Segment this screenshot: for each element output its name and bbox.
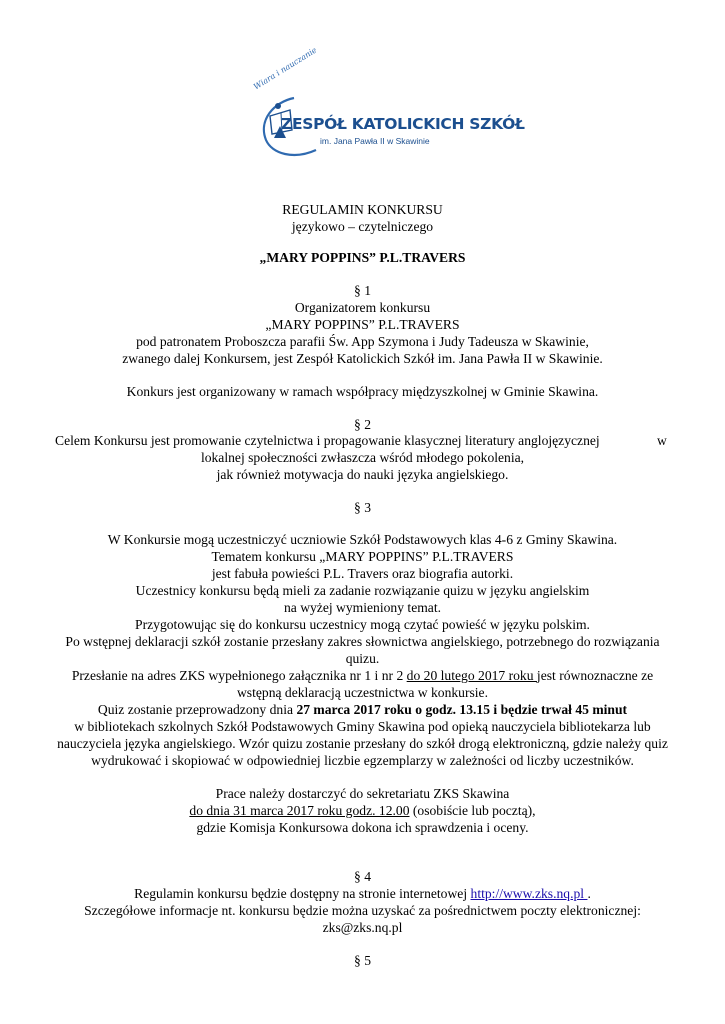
submission-deadline: do dnia 31 marca 2017 roku godz. 12.00 — [189, 803, 410, 818]
s2-line-2: lokalnej społeczności zwłaszcza wśród młodego pokolenia, — [200, 450, 525, 465]
deadline-declaration: do 20 lutego 2017 roku — [406, 668, 537, 683]
s4-line-1 — [30, 885, 695, 902]
s3-line-6: Przygotowując się do konkursu uczestnicy mogą czytać powieść w języku polskim. — [135, 617, 590, 632]
s1-line-3: pod patronatem Proboszcza parafii Św. App Szymona i Judy Tadeusza w Skawinie, — [136, 334, 589, 349]
section-5-mark: § 5 — [354, 953, 371, 968]
s2-line-1-text: Celem Konkursu jest promowanie czytelnictwa i propagowanie klasycznej literatury anglojęzycznej — [55, 433, 600, 448]
document-subtitle: językowo – czytelniczego — [291, 219, 434, 234]
document-title: REGULAMIN KONKURSU — [282, 202, 443, 217]
s2-line-3: jak również motywacja do nauki języka angielskiego. — [216, 467, 509, 482]
s1-line-5: Konkurs jest organizowany w ramach współpracy międzyszkolnej w Gminie Skawina. — [126, 384, 599, 399]
quiz-date: 27 marca 2017 roku o godz. 13.15 i będzie trwał 45 minut — [296, 702, 628, 717]
s3-line-2: Tematem konkursu „MARY POPPINS” P.L.TRAVERS — [211, 549, 514, 564]
s3-line-11-pre: Quiz zostanie przeprowadzony dnia — [97, 702, 297, 717]
s4-line-1-post: . — [587, 886, 591, 901]
s2-line-1 — [55, 432, 720, 449]
contest-name: „MARY POPPINS” P.L.TRAVERS — [259, 250, 466, 265]
logo-subtitle: im. Jana Pawła II w Skawinie — [320, 136, 430, 146]
s2-line-1-tail: w — [657, 433, 667, 448]
s3-line-17: gdzie Komisja Konkursowa dokona ich sprawdzenia i oceny. — [196, 820, 529, 835]
logo-tagline: Wiara i nauczanie — [252, 45, 319, 92]
s1-line-4: zwanego dalej Konkursem, jest Zespół Katolickich Szkół im. Jana Pawła II w Skawinie. — [122, 351, 603, 366]
section-2-mark: § 2 — [354, 417, 371, 432]
s1-line-1: Organizatorem konkursu — [294, 300, 431, 315]
s3-line-9 — [30, 667, 695, 684]
s3-line-16-post: (osobiście lub pocztą), — [409, 803, 536, 818]
s3-line-14: wydrukować i skopiować w odpowiedniej liczbie egzemplarzy w zależności od liczby uczestników. — [91, 753, 634, 768]
section-4-mark: § 4 — [354, 869, 371, 884]
website-link[interactable]: http://www.zks.nq.pl — [470, 886, 588, 901]
s4-line-2: Szczegółowe informacje nt. konkursu będzie można uzyskać za pośrednictwem poczty elektronicznej: — [84, 903, 641, 918]
s1-line-2: „MARY POPPINS” P.L.TRAVERS — [265, 317, 460, 332]
section-1-mark: § 1 — [354, 283, 371, 298]
s3-line-16 — [30, 802, 695, 819]
s3-line-11 — [30, 701, 695, 718]
s3-line-13: nauczyciela języka angielskiego. Wzór quizu zostanie przesłany do szkół drogą elektroniczną, gdzie należy quiz — [57, 736, 668, 751]
s3-line-1: W Konkursie mogą uczestniczyć uczniowie Szkół Podstawowych klas 4-6 z Gminy Skawina. — [107, 532, 618, 547]
s3-line-9-post: jest równoznaczne ze — [536, 668, 654, 683]
s3-line-10: wstępną deklaracją uczestnictwa w konkursie. — [236, 685, 488, 700]
logo-title: ZESPÓŁ KATOLICKICH SZKÓŁ — [281, 115, 525, 133]
s3-line-5: na wyżej wymieniony temat. — [283, 600, 442, 615]
s3-line-15: Prace należy dostarczyć do sekretariatu ZKS Skawina — [215, 786, 510, 801]
s3-line-7: Po wstępnej deklaracji szkół zostanie przesłany zakres słownictwa angielskiego, potrzebnego do rozwiązania — [65, 634, 660, 649]
s3-line-8: quizu. — [345, 651, 380, 666]
s3-line-9-pre: Przesłanie na adres ZKS wypełnionego załącznika nr 1 i nr 2 — [71, 668, 407, 683]
contact-email: zks@zks.nq.pl — [322, 920, 403, 935]
s3-line-4: Uczestnicy konkursu będą mieli za zadanie rozwiązanie quizu w języku angielskim — [135, 583, 590, 598]
section-3-mark: § 3 — [354, 500, 371, 515]
s4-line-1-pre: Regulamin konkursu będzie dostępny na stronie internetowej — [134, 886, 471, 901]
s3-line-3: jest fabuła powieści P.L. Travers oraz biografia autorki. — [211, 566, 514, 581]
s3-line-12: w bibliotekach szkolnych Szkół Podstawowych Gminy Skawina pod opieką nauczyciela bibliotekarza lub — [74, 719, 651, 734]
